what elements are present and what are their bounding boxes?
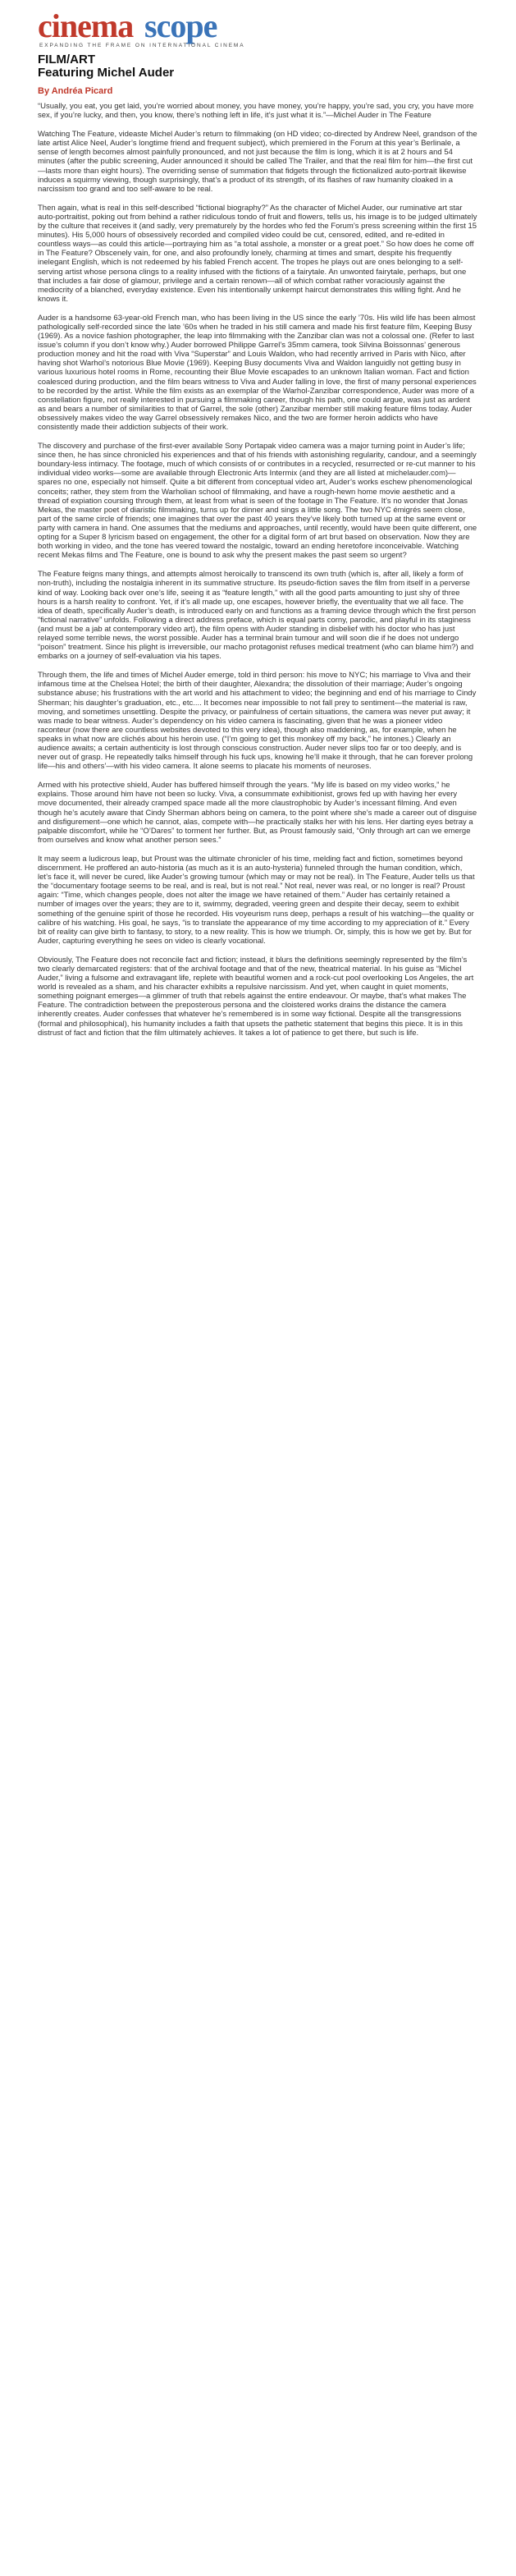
cinema-scope-logo[interactable]	[38, 7, 245, 54]
paragraph: Through them, the life and times of Michel Auder emerge, told in third person: his move to NYC; his marriage to Viva and their infamous time at the Chelsea Hotel; the birth of their daughter, Alexandra; the dissolution of their marriage; Auder’s ongoing substance abuse; his frustrations with the art world and his attachment to video; the beginning and end of his marriage to Cindy Sherman; his daughter’s graduation, etc., etc.... It becomes near impossible to not fall prey to sentiment—the material is raw, moving, and sometimes unsettling. Despite the privacy, or painfulness of certain situations, the camera was never put away; it was made to bear witness. Auder’s dependency on his video camera is fascinating, given that he was a pioneer video raconteur (now there are countless websites devoted to this very idea), though also maddening, as, for example, when he speaks in what now are clichés about his heroin use. (“I’m going to get this monkey off my back,” he intones.) Clearly an audience awaits; a certain authenticity is lost through conscious construction. Auder never slips too far or too deeply, and is never out of grasp. He repeatedly talks himself through his fuck ups, knowing he’ll make it through, that he can forever prolong life—his and others’—with his video camera. It alone seems to placate his moments of neuroses.	[38, 671, 477, 772]
paragraph: The discovery and purchase of the first-ever available Sony Portapak video camera was a major turning point in Auder’s life; since then, he has since chronicled his experiences and that of his friends with astonishing regularity, candour, and a seemingly boundary-less intimacy. The footage, much of which consists of or contributes in a recycled, resurrected or re-cut manner to his individual video works—some are available through Electronic Arts Intermix (and they are all listed at michelauder.com)—spares no one, especially not himself. Quite a bit different from conceptual video art, Auder’s works eschew phenomenological conceits; rather, they stem from the Warholian school of filmmaking, and have a rough-hewn home movie aesthetic and a thread of expiation coursing through them, at least from what is seen of the footage in The Feature. It’s no wonder that Jonas Mekas, the master poet of diaristic filmmaking, turns up for dinner and sings a little song. The two NYC émigrés seem close, part of the same circle of friends; one imagines that over the past 40 years they’ve likely both turned up at the same event or party with camera in hand. One assumes that the mediums and approaches, until recently, would have been quite different, one opting for a Super 8 lyricism based on engagement, the other for a digital form of art brut based on observation. Now they are both working in video, and the tone has veered toward the nostalgic, toward an ending heretofore inconceivable. Watching recent Mekas films and The Feature, one is bound to ask why the present makes the past seem so urgent?	[38, 442, 477, 561]
logo-word-scope: scope	[144, 7, 217, 44]
paragraph: Then again, what is real in this self-described “fictional biography?” As the character of Michel Auder, our ruminative art star auto-portraitist, poking out from behind a rather ridiculous tondo of fruit and flowers, tells us, his image is to be judged ultimately by the culture that receives it (and sadly, very prematurely by the hordes who fed the Forum’s press screening within the first 15 minutes). His 5,000 hours of obsessively recorded and compiled video could be cut, censored, edited, and re-edited in countless ways—as could this article—portraying him as “a total asshole, a monster or a great poet.” So how does he come off in The Feature? Obscenely vain, for one, and also profoundly lonely, charming at times and smart, despite his frequently inelegant English, which is not redeemed by his fabled French accent. The tropes he plays out are ones belonging to a self-serving artist whose persona clings to a reality infused with the fictions of a fairytale. An unwonted fairytale, perhaps, but one that includes a fair dose of glamour, privilege and a certain renown—all of which combat rather voraciously against the mediocrity of a blanched, everyday existence. Even his intentionally unkempt haircut demonstrates this willing fight. And he knows it.	[38, 203, 477, 304]
logo-word-cinema: cinema	[38, 7, 134, 44]
article-body	[38, 102, 477, 1047]
section-label: FILM/ART	[38, 53, 95, 66]
article-byline: By Andréa Picard	[38, 86, 113, 96]
paragraph: “Usually, you eat, you get laid, you’re worried about money, you have money, you’re happy, you’re sad, you cry, you have more sex, if you’re lucky, and then, you know, there’s nothing left in life, it’s just what it is.”—Michel Auder in The Feature	[38, 102, 474, 121]
paragraph: It may seem a ludicrous leap, but Proust was the ultimate chronicler of his time, melding fact and fiction, sometimes beyond discernment. He proffered an auto-historia (as much as it is an auto-hysteria) funneled through the human condition, which, let’s face it, will never be cured, like Auder’s growing tumour (which may or may not be real). In The Feature, Auder tells us that the “documentary footage seems to be real, and is real, but is not real.” Not real, never was real, or no longer is real? Proust again: “Time, which changes people, does not alter the image we have retained of them.” Auder has certainly retained a number of images over the years; they are to it, swimmy, degraded, veering green and despite their decay, seem to exhibit something of the genuine spirit of those he recorded. His voyeurism runs deep, perhaps a result of his watching—the quality or calibre of his watching. His goal, he says, “is to translate the appearance of my time according to my appreciation of it.” Every bit of reality can give birth to fantasy, to story, to a new reality. This is how we triumph. Or, simply, this is how we get by. But for Auder, capturing everything he sees on video is clearly vocational.	[38, 854, 475, 946]
paragraph: Auder is a handsome 63-year-old French man, who has been living in the US since the early ’70s. His wild life has been almost pathologically self-recorded since the late ’60s when he traded in his still camera and made his first feature film, Keeping Busy (1969). As a novice fashion photographer, the leap into filmmaking with the Zanzibar clan was not a colossal one. (Refer to last issue’s column if you don’t know why.) Auder borrowed Philippe Garrel’s 35mm camera, took Silvina Boissonnas’ generous production money and hit the road with Viva “Superstar” and Louis Waldon, who had recently arrived in Paris with Nico, after having shot Warhol’s notorious Blue Movie (1969). Keeping Busy documents Viva and Waldon languidly not getting busy in various luxurious hotel rooms in Rome, recounting their Blue Movie escapades to an unknown Italian woman. Fact and fiction coalesced during production, and the film bears witness to Viva and Auder falling in love, the first of many personal experiences to be recorded by the artist. While the film exists as an exemplar of the Warhol-Zanzibar correspondence, Auder was more of a constellation figure, not really interested in pursuing a filmmaking career, though his path, one could argue, was just as ardent as and bears a number of similarities to that of Garrel, the sole (other) Zanzibar member still making feature films today. Auder obsessively makes video the way Garrel obsessively remakes Nico, and the two are former heroin addicts who have consistently made their addiction subjects of their work.	[38, 313, 477, 432]
paragraph: Obviously, The Feature does not reconcile fact and fiction; instead, it blurs the definitions seemingly represented by the film’s two clearly demarcated registers: that of the archival footage and that of the new, theatrical material. In his guise as “Michel Auder,” living a fulsome and extravagant life, replete with beautiful women and a rock-cut pool overlooking Los Angeles, the art world is revealed as a sham, and his character exhibits a repulsive narcissism. And yet, when caught in quiet moments, something poignant emerges—a glimmer of truth that rebels against the entire endeavour. Or maybe, that’s what makes The Feature. The contradiction between the preposterous persona and the cloistered works drains the distance the camera inherently creates. Auder confesses that whatever he’s remembered is in some way fictional. Despite all the transgressions (formal and philosophical), his humanity includes a faith that upsets the pathetic statement that begins this piece. It is in this distrust of fact and fiction that the film ultimately achieves. It takes a lot of patience to get there, but such is life.	[38, 955, 474, 1038]
paragraph: The Feature feigns many things, and attempts almost heroically to transcend its own truth (which is, after all, likely a form of non-truth), including the nostalgia inherent in its summative structure. Its pseudo-fiction saves the film from itself in a perverse kind of way. Looking back over one’s life, seeing it as “feature length,” with all the good parts amounting to just shy of three hours is a harsh reality to confront. Yet, if it’s all made up, one escapes, however briefly, the eventuality that we all face. The idea of death, specifically Auder’s death, is introduced early on and functions as a framing device through which the first person “fictional narrative” unfolds. Following a direct address preface, which is equal parts corny, parodic, and playful in its staginess (and must be a jab at contemporary video art), the film opens with Auder standing in disbelief with his doctor who has just relayed some terrible news, the worst possible. Auder has a terminal brain tumour and will soon die if he does not undergo “poison” treatment. Since his plight is irreversible, our macho protagonist refuses medical treatment (who can blame him?) and embarks on a journey of self-evaluation via his tapes.	[38, 570, 477, 662]
article-title: Featuring Michel Auder	[38, 66, 175, 80]
paragraph: Watching The Feature, videaste Michel Auder’s return to filmmaking (on HD video; co-directed by Andrew Neel, grandson of the late artist Alice Neel, Auder’s longtime friend and frequent subject), which premiered in the Forum at this year’s Berlinale, a sense of length becomes almost painfully pronounced, and not just because the film is long, which it is at 2 hours and 54 minutes (after the public screening, Auder announced it should be called The Trailer, and that the real film for him—the first cut—lasts more than eight hours). The overriding sense of summation that fidgets through the fictionalized auto-portrait likewise induces a squirmy viewing, though surprisingly, that’s a product of its strength, of its flashes of raw humanity cloaked in a narcissism too grand and too self-aware to be real.	[38, 130, 477, 194]
paragraph: Armed with his protective shield, Auder has buffered himself through the years. “My life is based on my video works,” he explains. Those around him have not been so lucky. Viva, a consummate exhibitionist, grows fed up with having her every move documented, their already cramped space made all the more claustrophobic by Auder’s incessant filming. And even though he’s acutely aware that Cindy Sherman abhors being on camera, to the point where she’s made a career out of disguise and disfigurement—one which he cannot, alas, compete with—he practically stalks her with his lens. Her darting eyes betray a palpable discomfort, while he “O’Dares” to torment her further. But, as Proust famously said, “Only through art can we emerge from ourselves and know what another person sees.”	[38, 781, 477, 845]
logo-tagline: EXPANDING THE FRAME ON INTERNATIONAL CINEMA	[39, 43, 245, 48]
